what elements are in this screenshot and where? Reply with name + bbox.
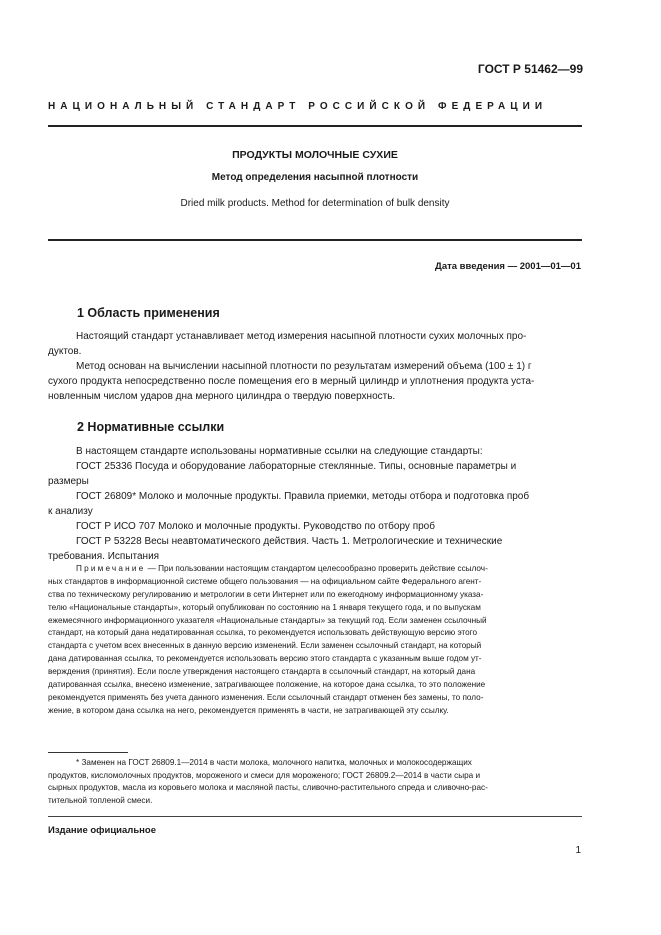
note-line: стандарт, на который дана недатированная ссылка, то рекомендуется использовать действующую версию этого [48,628,478,638]
note-line: датированная ссылка, внесено изменение, затрагивающее положение, на которое дана ссылка, то это положение [48,680,486,690]
text-line: размеры [48,476,89,487]
text-line: ГОСТ Р 53228 Весы неавтоматического действия. Часть 1. Метрологические и технические [76,536,503,547]
note-line: рекомендуется применять без учета данного изменения. Если ссылочный стандарт отменен без замены, то поло- [48,692,484,702]
page-number: 1 [575,845,581,856]
note-line: ства по техническому регулированию и метрологии в сети Интернет или по ежегодному информационному указа- [48,589,484,599]
section-1-text [48,329,582,404]
edition-label: Издание официальное [48,825,156,836]
section-2-heading: 2 Нормативные ссылки [77,420,225,434]
text-line: требования. Испытания [48,551,160,562]
gost-code: ГОСТ Р 51462—99 [477,62,583,76]
footnote-line: продуктов, кисломолочных продуктов, мороженого и смеси для мороженого; ГОСТ 26809.2—2014 в части сыра и [48,770,481,780]
reference-note [48,563,582,718]
footnote [48,757,582,807]
footnote-line: тительной топленой смеси. [48,795,153,805]
footnote-line: сырных продуктов, масла из коровьего молока и масляной пасты, сливочно-растительного спреда и сливочно-рас- [48,783,488,792]
title-rule [48,239,582,241]
footnote-rule [48,752,128,753]
text-line: к анализу [48,506,93,517]
text-line: дуктов. [48,346,82,357]
section-1-heading: 1 Область применения [77,306,220,320]
top-rule [48,125,582,127]
note-line: дана датированная ссылка, то рекомендуется использовать версию этого стандарта с указанным выше годом ут- [48,654,482,664]
note-line: телю «Национальные стандарты», который опубликован по состоянию на 1 января текущего года, и по выпускам [48,602,481,612]
footer-rule [48,816,582,817]
english-title: Dried milk products. Method for determination of bulk density [180,198,450,209]
text-line: В настоящем стандарте использованы нормативные ссылки на следующие стандарты: [76,446,483,457]
introduction-date: Дата введения — 2001—01—01 [435,261,581,272]
text-line: Метод основан на вычислении насыпной плотности по результатам измерений объема (100 ± 1) г [76,361,532,372]
document-title: ПРОДУКТЫ МОЛОЧНЫЕ СУХИЕ [232,149,398,161]
note-line: ежемесячного информационного указателя «Национальные стандарты» за текущий год. Если заменен ссылочный [48,615,487,625]
text-line: ГОСТ 25336 Посуда и оборудование лабораторные стеклянные. Типы, основные параметры и [76,461,517,472]
national-standard-heading: НАЦИОНАЛЬНЫЙ СТАНДАРТ РОССИЙСКОЙ ФЕДЕРАЦИИ [48,101,548,112]
note-line: жение, в котором дана ссылка на него, рекомендуется применять в части, не затрагивающей эту ссылку. [48,705,449,715]
text-line: Настоящий стандарт устанавливает метод измерения насыпной плотности сухих молочных про- [76,331,527,342]
note-line: верждения (принятия). Если после утверждения настоящего стандарта в ссылочный стандарт, на который дана [48,667,476,677]
text-line: новленным числом ударов дна мерного цилиндра о твердую поверхность. [48,391,396,402]
footnote-line: * Заменен на ГОСТ 26809.1—2014 в части молока, молочного напитка, молочных и молокосодержащих [76,758,472,767]
note-line: стандарта с учетом всех внесенных в данную версию изменений. Если заменен ссылочный стандарт, на который [48,641,482,651]
note-line: ных стандартов в информационной системе общего пользования — на официальном сайте Федерального агент- [48,576,482,586]
text-line: ГОСТ Р ИСО 707 Молоко и молочные продукты. Руководство по отбору проб [76,521,435,532]
note-text: — При пользовании настоящим стандартом целесообразно проверить действие ссылоч- [145,564,488,573]
section-2-text [48,444,582,564]
note-label: Примечание [76,564,146,573]
text-line: ГОСТ 26809* Молоко и молочные продукты. Правила приемки, методы отбора и подготовка проб [76,491,530,502]
document-subtitle: Метод определения насыпной плотности [211,172,419,183]
text-line: сухого продукта непосредственно после помещения его в мерный цилиндр и уплотнения продукта уста- [48,376,535,387]
